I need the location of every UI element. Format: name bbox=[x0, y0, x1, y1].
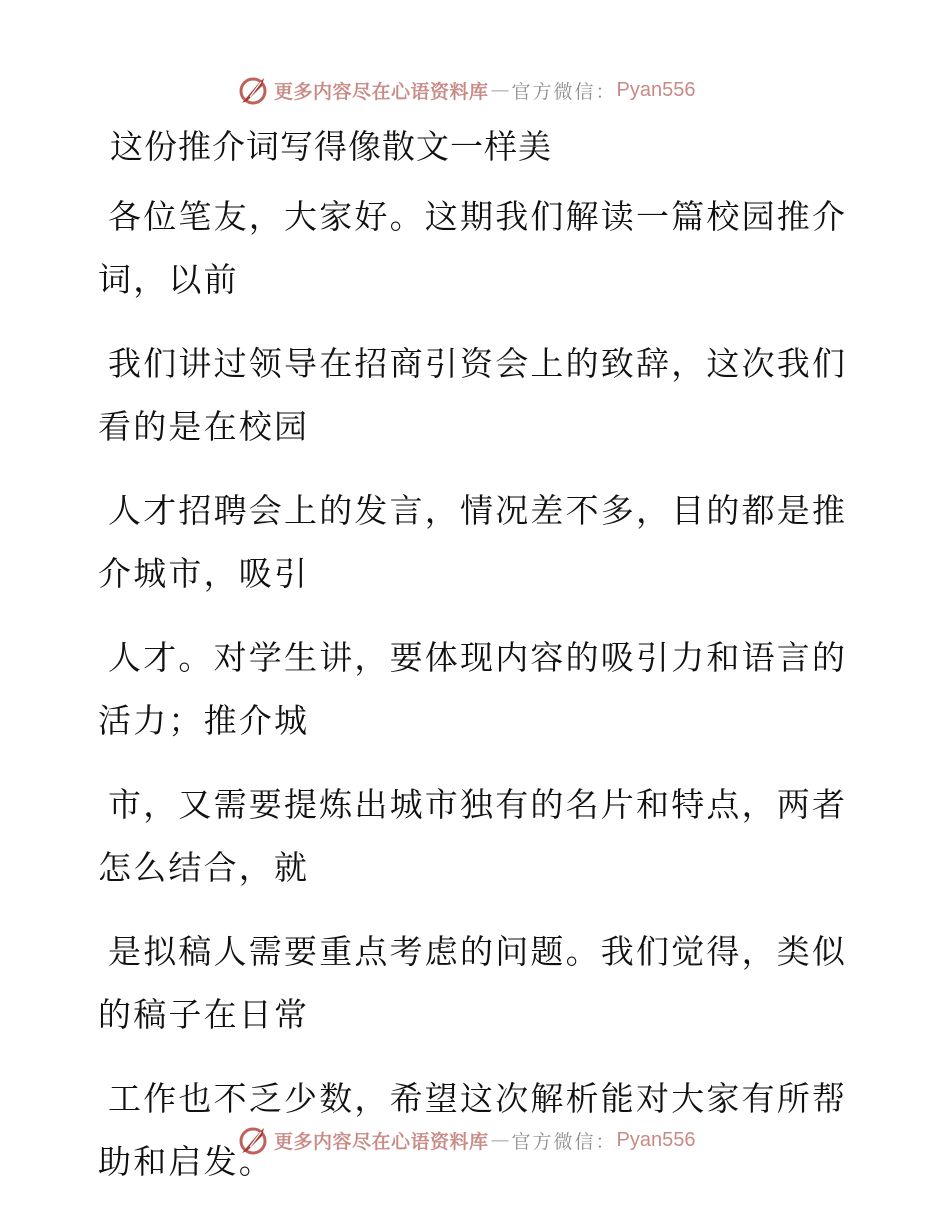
paragraph-line: 市，又需要提炼出城市独有的名片和特点，两者 bbox=[108, 785, 848, 824]
paragraph bbox=[98, 479, 848, 605]
paragraph-line: 我们讲过领导在招商引资会上的致辞，这次我们 bbox=[108, 344, 848, 383]
wechat-id: Pyan556 bbox=[616, 78, 696, 101]
paragraph-line: 词，以前 bbox=[98, 260, 239, 299]
paragraph-line: 怎么结合，就 bbox=[98, 848, 310, 887]
quill-pen-circle-icon bbox=[236, 1123, 270, 1157]
paragraph-line: 看的是在校园 bbox=[98, 407, 310, 446]
paragraph-line: 人才。对学生讲，要体现内容的吸引力和语言的 bbox=[108, 638, 848, 677]
official-wechat-label: 官方微信： bbox=[511, 1130, 617, 1153]
paragraph bbox=[98, 332, 848, 458]
banner-text: 更多内容尽在心语资料库 bbox=[274, 80, 489, 103]
official-wechat-label: 官方微信： bbox=[511, 80, 617, 103]
paragraph-line: 工作也不乏少数，希望这次解析能对大家有所帮 bbox=[108, 1079, 848, 1118]
paragraph-line: 的稿子在日常 bbox=[98, 995, 310, 1034]
paragraph-line: 活力；推介城 bbox=[98, 701, 310, 740]
paragraph bbox=[98, 920, 848, 1046]
wechat-id: Pyan556 bbox=[616, 1128, 696, 1151]
paragraph-line: 助和启发。 bbox=[98, 1142, 274, 1181]
paragraph-line: 介城市，吸引 bbox=[98, 554, 310, 593]
paragraph bbox=[98, 626, 848, 752]
document-title: 这份推介词写得像散文一样美 bbox=[110, 127, 552, 166]
footer-banner bbox=[236, 1122, 696, 1158]
paragraph-line: 各位笔友，大家好。这期我们解读一篇校园推介 bbox=[108, 197, 848, 236]
paragraph-line: 人才招聘会上的发言，情况差不多，目的都是推 bbox=[108, 491, 848, 530]
paragraph bbox=[98, 773, 848, 899]
document-body bbox=[98, 121, 848, 1214]
header-banner bbox=[236, 72, 696, 108]
banner-text: 更多内容尽在心语资料库 bbox=[274, 1130, 489, 1153]
banner-dash: — bbox=[490, 79, 510, 101]
banner-dash: — bbox=[490, 1129, 510, 1151]
paragraph-line: 是拟稿人需要重点考虑的问题。我们觉得，类似 bbox=[108, 932, 848, 971]
quill-pen-circle-icon bbox=[236, 73, 270, 107]
paragraph bbox=[98, 185, 848, 311]
